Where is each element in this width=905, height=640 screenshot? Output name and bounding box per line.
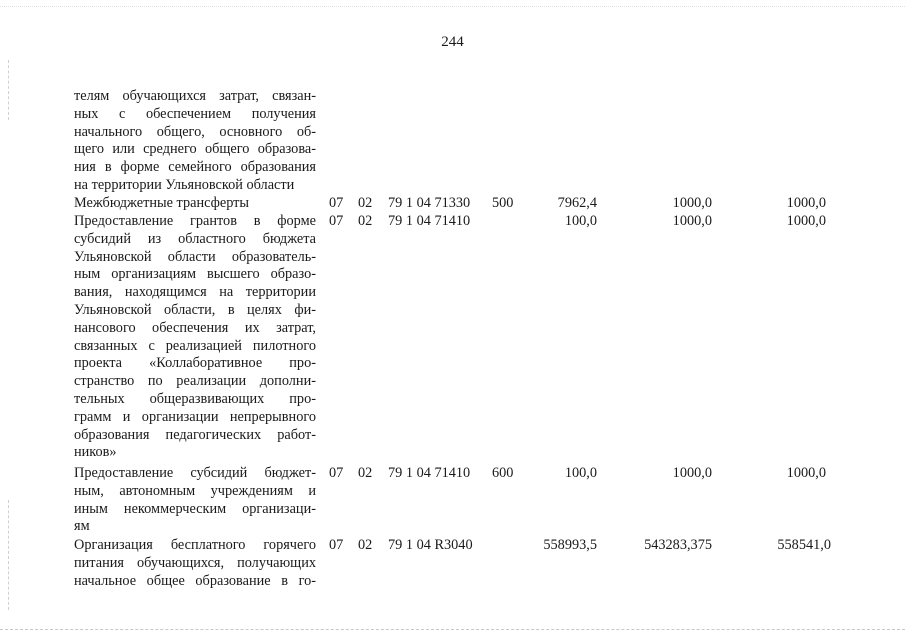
row-description (74, 465, 316, 536)
description-line: ных с обеспечением получения (74, 105, 316, 122)
amount-year-2: 1000,0 (672, 195, 712, 211)
amount-year-3: 1000,0 (786, 195, 826, 211)
row-description (74, 88, 316, 195)
description-line: иным некоммерческим организаци- (74, 500, 316, 517)
subsection-code: 02 (358, 465, 373, 481)
amount-year-2: 1000,0 (672, 213, 712, 229)
description-line: Межбюджетные трансферты (74, 195, 250, 211)
description-line: питания обучающихся, получающих (74, 554, 316, 571)
expense-type-code: 500 (492, 195, 514, 211)
row-description (74, 213, 316, 462)
amount-year-1: 7962,4 (557, 195, 597, 211)
amount-year-3: 1000,0 (786, 465, 826, 481)
description-line: щего или среднего общего образова- (74, 141, 316, 158)
description-line: Ульяновской области, в целях фи- (74, 301, 316, 318)
description-line: ния в форме семейного образования (74, 159, 316, 176)
scan-top-edge (0, 6, 905, 7)
subsection-code: 02 (358, 195, 373, 211)
target-article-code: 79 1 04 71410 (388, 213, 471, 229)
description-line: субсидий из областного бюджета (74, 230, 316, 247)
scan-left-mark (8, 60, 9, 120)
section-code: 07 (329, 537, 344, 553)
subsection-code: 02 (358, 537, 373, 553)
scan-left-mark (8, 500, 9, 610)
description-line: телям обучающихся затрат, связан- (74, 88, 316, 104)
section-code: 07 (329, 465, 344, 481)
scan-bottom-edge (0, 629, 905, 630)
description-line: ным организациям высшего образо- (74, 266, 316, 283)
description-line: нансового обеспечения их затрат, (74, 319, 316, 336)
description-line: начального общего, основного об- (74, 123, 316, 140)
subsection-code: 02 (358, 213, 373, 229)
description-line: странство по реализации дополни- (74, 373, 316, 390)
description-line: Предоставление субсидий бюджет- (74, 465, 316, 481)
description-line: ным, автономным учреждениям и (74, 482, 316, 499)
amount-year-1: 100,0 (564, 465, 597, 481)
description-line: Организация бесплатного горячего (74, 537, 316, 553)
description-line: грамм и организации непрерывного (74, 408, 316, 425)
description-line: вания, находящимся на территории (74, 284, 316, 301)
description-line: начальное общее образование в го- (74, 572, 316, 589)
description-line: Ульяновской области образователь- (74, 248, 316, 265)
row-description (74, 195, 316, 213)
description-line: ям (74, 518, 90, 535)
description-line: тельных общеразвивающих про- (74, 390, 316, 407)
amount-year-3: 558541,0 (777, 537, 831, 553)
amount-year-3: 1000,0 (786, 213, 826, 229)
target-article-code: 79 1 04 71410 (388, 465, 471, 481)
row-description (74, 537, 316, 590)
description-line: ников» (74, 444, 117, 461)
target-article-code: 79 1 04 71330 (388, 195, 471, 211)
amount-year-1: 100,0 (564, 213, 597, 229)
section-code: 07 (329, 195, 344, 211)
description-line: проекта «Коллаборативное про- (74, 355, 316, 372)
amount-year-2: 1000,0 (672, 465, 712, 481)
amount-year-1: 558993,5 (543, 537, 597, 553)
page-number: 244 (441, 34, 464, 50)
description-line: Предоставление грантов в форме (74, 213, 316, 229)
section-code: 07 (329, 213, 344, 229)
amount-year-2: 543283,375 (644, 537, 712, 553)
expense-type-code: 600 (492, 465, 514, 481)
target-article-code: 79 1 04 R3040 (388, 537, 473, 553)
description-line: связанных с реализацией пилотного (74, 337, 316, 354)
description-line: на территории Ульяновской области (74, 176, 295, 193)
description-line: образования педагогических работ- (74, 426, 316, 443)
